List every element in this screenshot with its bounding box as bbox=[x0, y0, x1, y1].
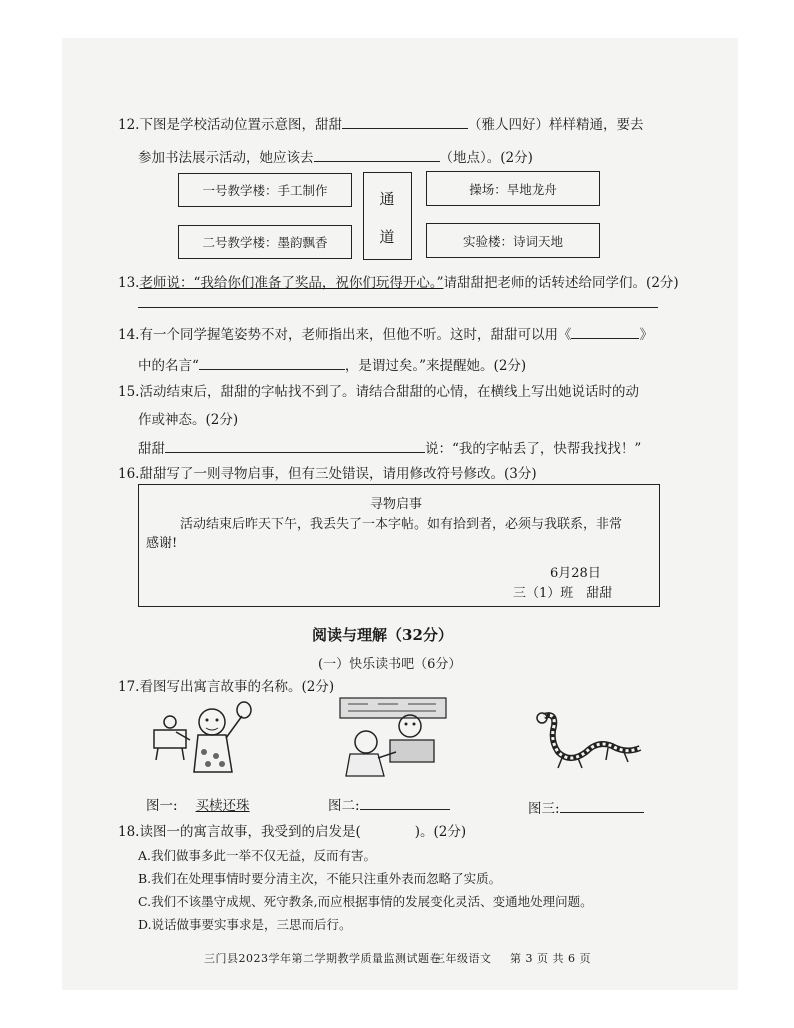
fable-figure-3 bbox=[528, 708, 646, 770]
answer-blank[interactable] bbox=[314, 146, 440, 162]
answer-blank[interactable] bbox=[360, 794, 450, 810]
q18-option-d: D.说话做事要实事求是，三思而后行。 bbox=[138, 917, 352, 932]
map-box-label: 实验楼：诗词天地 bbox=[462, 233, 563, 249]
q15-text: 说：“我的字帖丢了，快帮我找找！” bbox=[425, 441, 642, 457]
q16-text: 16.甜甜写了一则寻物启事，但有三处错误，请用修改符号修改。(3分) bbox=[118, 466, 537, 482]
figure1-caption bbox=[146, 794, 268, 814]
answer-line[interactable] bbox=[138, 307, 658, 308]
q18-option-c: C.我们不该墨守成规、死守教条,而应根据事情的发展变化灵活、变通地处理问题。 bbox=[138, 894, 593, 909]
q15-text: 甜甜 bbox=[138, 441, 165, 457]
q18-line bbox=[118, 820, 466, 840]
q18-text: )。(2分) bbox=[414, 824, 467, 840]
q17-text: 17.看图写出寓言故事的名称。(2分) bbox=[118, 679, 335, 695]
answer-blank[interactable] bbox=[199, 354, 345, 370]
map-box-label: 一号教学楼：手工制作 bbox=[202, 183, 328, 198]
fable-figure-1 bbox=[150, 694, 260, 776]
q13-text: 请甜甜把老师的话转述给同学们。(2分) bbox=[443, 275, 679, 291]
answer-blank[interactable] bbox=[165, 437, 425, 453]
q15-line3 bbox=[138, 437, 641, 457]
q14-line2 bbox=[138, 354, 526, 374]
figure2-caption bbox=[328, 794, 450, 814]
answer-blank[interactable] bbox=[571, 323, 639, 339]
q12-line2 bbox=[138, 146, 533, 166]
q18-option-a: A.我们做事多此一举不仅无益，反而有害。 bbox=[138, 848, 377, 863]
q15-text: 作或神态。(2分) bbox=[138, 412, 239, 428]
q13-line bbox=[118, 271, 679, 291]
q12-text: （地点）。(2分) bbox=[439, 150, 533, 166]
notice-body: 感谢! bbox=[146, 536, 178, 551]
q14-text: 》 bbox=[639, 327, 653, 343]
map-road bbox=[363, 172, 412, 260]
map-box-label: 二号教学楼：墨韵飘香 bbox=[202, 235, 328, 250]
notice-body: 活动结束后昨天下午，我丢失了一本字帖。如有拾到者，必须与我联系，非常 bbox=[180, 517, 623, 532]
map-box-lab bbox=[426, 223, 600, 258]
q12-text: 参加书法展示活动，她应该去 bbox=[138, 150, 314, 166]
map-box-building1 bbox=[178, 173, 352, 207]
notice-date: 6月28日 bbox=[550, 566, 601, 581]
q18-text: 18.读图一的寓言故事，我受到的启发是( bbox=[118, 824, 361, 840]
q13-number: 13. bbox=[118, 275, 140, 291]
answer-blank[interactable] bbox=[560, 797, 644, 813]
footer-subject: 三年级语文 bbox=[434, 952, 492, 965]
q12-text: 12.下图是学校活动位置示意图，甜甜 bbox=[118, 117, 342, 133]
q18-option-b: B.我们在处理事情时要分清主次，不能只注重外表而忽略了实质。 bbox=[138, 871, 502, 886]
q14-line1 bbox=[118, 323, 653, 343]
q14-text: 中的名言“ bbox=[138, 358, 199, 374]
q14-text: 14.有一个同学握笔姿势不对，老师指出来，但他不听。这时，甜甜可以用《 bbox=[118, 327, 572, 343]
footer-exam-title: 三门县2023学年第二学期教学质量监测试题卷 bbox=[204, 952, 441, 965]
map-box-playground bbox=[426, 171, 600, 206]
answer-blank[interactable] bbox=[342, 113, 468, 129]
road-char: 道 bbox=[379, 228, 396, 246]
q13-quote: 老师说：“我给你们准备了奖品，祝你们玩得开心。” bbox=[139, 275, 444, 291]
footer-page-number: 第 3 页 共 6 页 bbox=[510, 952, 591, 965]
q12-text: （雅人四好）样样精通，要去 bbox=[467, 117, 644, 133]
map-box-building2 bbox=[178, 225, 352, 259]
notice-title: 寻物启事 bbox=[370, 497, 423, 512]
figure-label: 图三: bbox=[528, 801, 560, 817]
fable-figure-2 bbox=[338, 696, 448, 778]
q12-line1 bbox=[118, 113, 643, 133]
figure3-caption bbox=[528, 797, 644, 817]
section-subtitle: (一）快乐读书吧（6分） bbox=[318, 657, 462, 672]
road-char: 通 bbox=[379, 190, 396, 208]
q15-text: 15.活动结束后，甜甜的字帖找不到了。请结合甜甜的心情，在横线上写出她说话时的动 bbox=[118, 384, 639, 400]
notice-signature: 三（1）班 甜甜 bbox=[513, 586, 613, 601]
q14-text: ，是谓过矣。”来提醒她。(2分) bbox=[344, 358, 527, 374]
map-box-label: 操场：旱地龙舟 bbox=[469, 181, 557, 197]
figure-label: 图一: bbox=[146, 798, 178, 814]
figure-label: 图二: bbox=[328, 798, 360, 814]
figure1-answer: 买椟还珠 bbox=[195, 798, 250, 814]
section-title: 阅读与理解（32分） bbox=[312, 626, 453, 644]
